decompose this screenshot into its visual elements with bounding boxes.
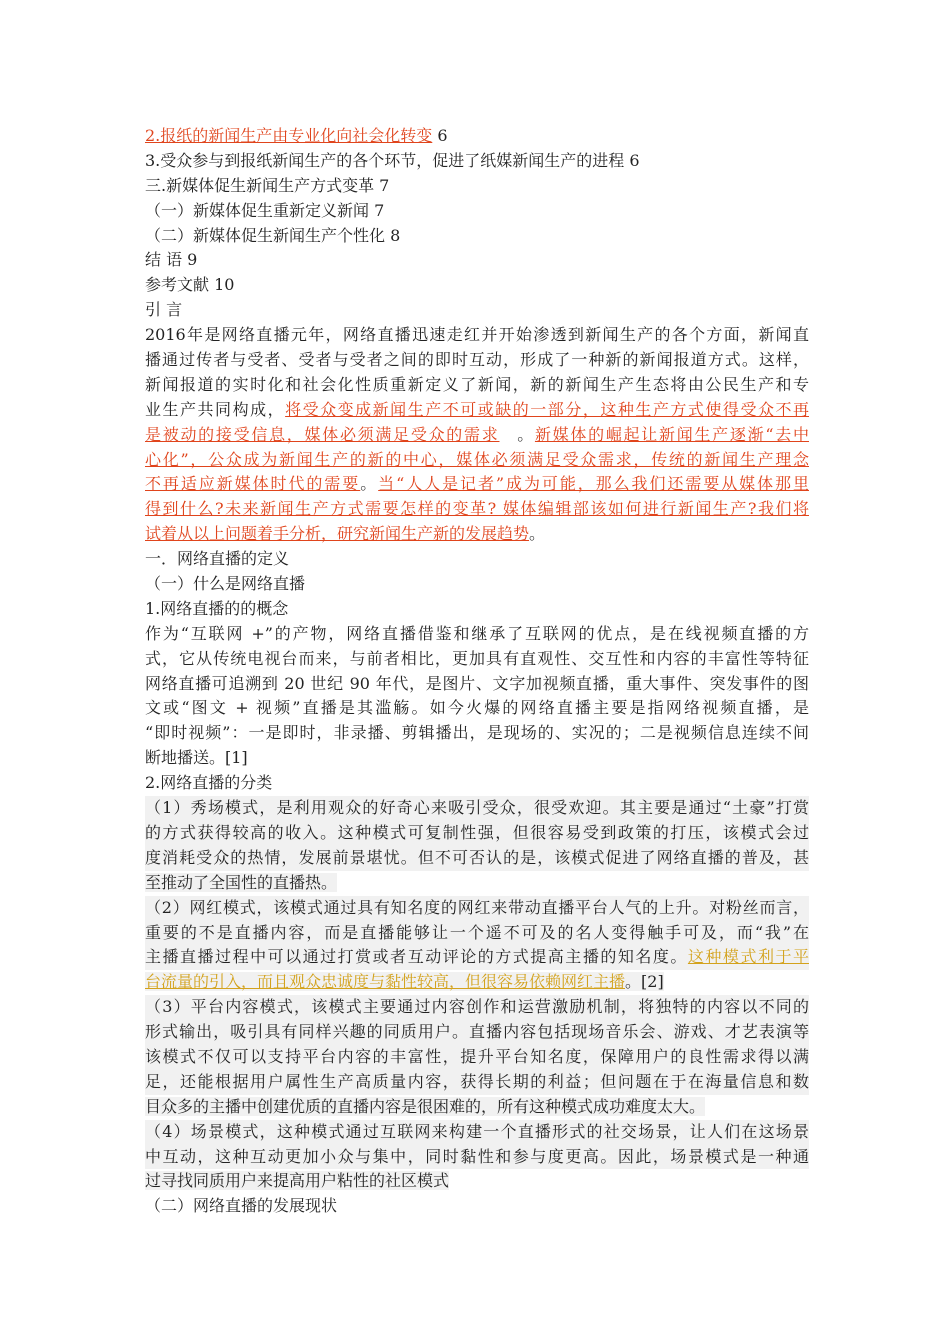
text-segment: （4）场景模式，这种模式通过互联网来构建一个直播形式的社交场景，让人们在这场景 (145, 1121, 809, 1141)
text-segment: 1.网络直播的的概念 (145, 598, 289, 618)
red-underlined-text: 当“人人是记者”成为可能，那么我们还需要从媒体那里 (378, 474, 809, 494)
text-line (145, 472, 809, 497)
text-line (145, 821, 809, 846)
text-line (145, 1120, 809, 1145)
text-segment: 的方式获得较高的收入。这种模式可复制性强，但很容易受到政策的打压，该模式会过 (145, 822, 809, 842)
document-page (145, 124, 809, 1219)
text-segment: （二）新媒体促生新闻生产个性化 8 (145, 225, 401, 245)
text-segment: 6 (432, 126, 448, 145)
text-segment: （一）什么是网络直播 (145, 574, 306, 594)
text-segment: 度消耗受众的热情，发展前景堪忧。但不可否认的是，该模式促进了网络直播的普及，甚 (145, 847, 809, 867)
text-line (145, 273, 809, 298)
text-line (145, 921, 809, 946)
text-line (145, 522, 809, 547)
text-line (145, 622, 809, 647)
text-line (145, 1194, 809, 1219)
text-line (145, 199, 809, 224)
text-segment: 。 (499, 424, 535, 444)
text-segment: 播通过传者与受者、受者与受者之间的即时互动，形成了一种新的新闻报道方式。这样， (145, 350, 809, 370)
text-line (145, 696, 809, 721)
text-line (145, 970, 809, 995)
text-line (145, 124, 809, 149)
yellow-underlined-text: 这种模式利于平 (687, 947, 809, 967)
text-segment: 引 言 (145, 300, 183, 320)
text-line (145, 497, 809, 522)
text-segment: 。 (529, 524, 546, 544)
text-line (145, 771, 809, 796)
text-segment: 参考文献 10 (145, 275, 235, 295)
text-segment: 该模式不仅可以支持平台内容的丰富性，提升平台知名度，保障用户的良性需求得以满 (145, 1046, 809, 1066)
text-line (145, 945, 809, 970)
text-line (145, 423, 809, 448)
text-segment: 业生产共同构成， (145, 399, 286, 419)
text-line (145, 846, 809, 871)
text-line (145, 547, 809, 572)
red-underlined-text: 2.报纸的新闻生产由专业化向社会化转变 (145, 126, 433, 145)
text-segment: 网络直播可追溯到 20 世纪 90 年代，是图片、文字加视频直播，重大事件、突发事件的图 (145, 673, 809, 693)
text-segment: 过寻找同质用户来提高用户粘性的社区模式 (145, 1171, 450, 1191)
text-line (145, 721, 809, 746)
text-line (145, 248, 809, 273)
text-line (145, 647, 809, 672)
red-underlined-text: 不再适应新媒体时代的需要 (145, 474, 361, 494)
red-underlined-text: 新媒体的崛起让新闻生产逐渐“去中 (534, 424, 809, 444)
red-underlined-text: 将受众变成新闻生产不可或缺的一部分，这种生产方式使得受众不再 (285, 399, 809, 419)
text-line (145, 896, 809, 921)
text-segment: 2.网络直播的分类 (145, 773, 273, 793)
text-line (145, 1095, 809, 1120)
text-segment: 断地播送。[1] (145, 748, 248, 768)
text-segment: 文或“图文 + 视频”直播是其滥觞。如今火爆的网络直播主要是指网络视频直播，是 (145, 698, 809, 718)
text-segment: 结 语 9 (145, 250, 198, 270)
text-segment: 。 (360, 474, 379, 494)
text-line (145, 348, 809, 373)
text-segment: （3）平台内容模式，该模式主要通过内容创作和运营激励机制，将独特的内容以不同的 (145, 997, 809, 1017)
yellow-underlined-text: 台流量的引入，而且观众忠诚度与黏性较高，但很容易依赖网红主播 (145, 972, 626, 992)
text-line (145, 796, 809, 821)
text-line (145, 1020, 809, 1045)
text-line (145, 995, 809, 1020)
text-segment: 作为“互联网 +”的产物，网络直播借鉴和继承了互联网的优点，是在线视频直播的方 (145, 623, 809, 643)
text-line (145, 298, 809, 323)
text-segment: （二）网络直播的发展现状 (145, 1196, 338, 1216)
text-segment: 中互动，这种互动更加小众与集中，同时黏性和参与度更高。因此，场景模式是一种通 (145, 1146, 809, 1166)
red-underlined-text: 试着从以上问题着手分析，研究新闻生产新的发展趋势 (145, 524, 530, 544)
text-segment: 目众多的主播中创建优质的直播内容是很困难的，所有这种模式成功难度太大。 (145, 1096, 706, 1116)
text-line (145, 597, 809, 622)
red-underlined-text: 心化”，公众成为新闻生产的新的中心，媒体必须满足受众需求，传统的新闻生产理念 (145, 449, 809, 469)
text-line (145, 1045, 809, 1070)
text-line (145, 398, 809, 423)
red-underlined-text: 是被动的接受信息，媒体必须满足受众的需求 (145, 424, 500, 444)
text-segment: （1）秀场模式，是利用观众的好奇心来吸引受众，很受欢迎。其主要是通过“土豪”打赏 (145, 798, 809, 818)
text-segment: 一．网络直播的定义 (145, 549, 290, 569)
text-line (145, 323, 809, 348)
text-segment: 至推动了全国性的直播热。 (145, 872, 338, 892)
text-line (145, 224, 809, 249)
text-segment: 形式输出，吸引具有同样兴趣的同质用户。直播内容包括现场音乐会、游戏、才艺表演等 (145, 1022, 809, 1042)
text-segment: 。[2] (625, 972, 664, 992)
text-line (145, 572, 809, 597)
text-segment: 新闻报道的实时化和社会化性质重新定义了新闻，新的新闻生产生态将由公民生产和专 (145, 374, 809, 394)
text-line (145, 746, 809, 771)
text-segment: （一）新媒体促生重新定义新闻 7 (145, 200, 385, 220)
text-line (145, 871, 809, 896)
text-segment: 3.受众参与到报纸新闻生产的各个环节，促进了纸媒新闻生产的进程 6 (145, 150, 640, 170)
text-line (145, 174, 809, 199)
text-line (145, 1145, 809, 1170)
text-segment: 式，它从传统电视台而来，与前者相比，更加具有直观性、交互性和内容的丰富性等特征 (145, 648, 809, 668)
text-segment: 足，还能根据用户属性生产高质量内容，获得长期的利益；但问题在于在海量信息和数 (145, 1071, 809, 1091)
red-underlined-text: 得到什么?未来新闻生产方式需要怎样的变革? 媒体编辑部该如何进行新闻生产?我们将 (145, 499, 809, 519)
text-line (145, 373, 809, 398)
text-line (145, 1070, 809, 1095)
text-segment: 主播直播过程中可以通过打赏或者互动评论的方式提高主播的知名度。 (145, 947, 688, 967)
text-segment: 三.新媒体促生新闻生产方式变革 7 (145, 175, 390, 195)
text-line (145, 1169, 809, 1194)
text-segment: 重要的不是直播内容，而是直播能够让一个遥不可及的名人变得触手可及，而“我”在 (145, 922, 809, 942)
text-line (145, 672, 809, 697)
text-line (145, 149, 809, 174)
text-line (145, 448, 809, 473)
text-segment: （2）网红模式，该模式通过具有知名度的网红来带动直播平台人气的上升。对粉丝而言， (145, 897, 809, 917)
text-segment: 2016年是网络直播元年，网络直播迅速走红并开始渗透到新闻生产的各个方面，新闻直 (145, 325, 809, 345)
text-segment: “即时视频”：一是即时，非录播、剪辑播出，是现场的、实况的；二是视频信息连续不间 (145, 723, 809, 743)
